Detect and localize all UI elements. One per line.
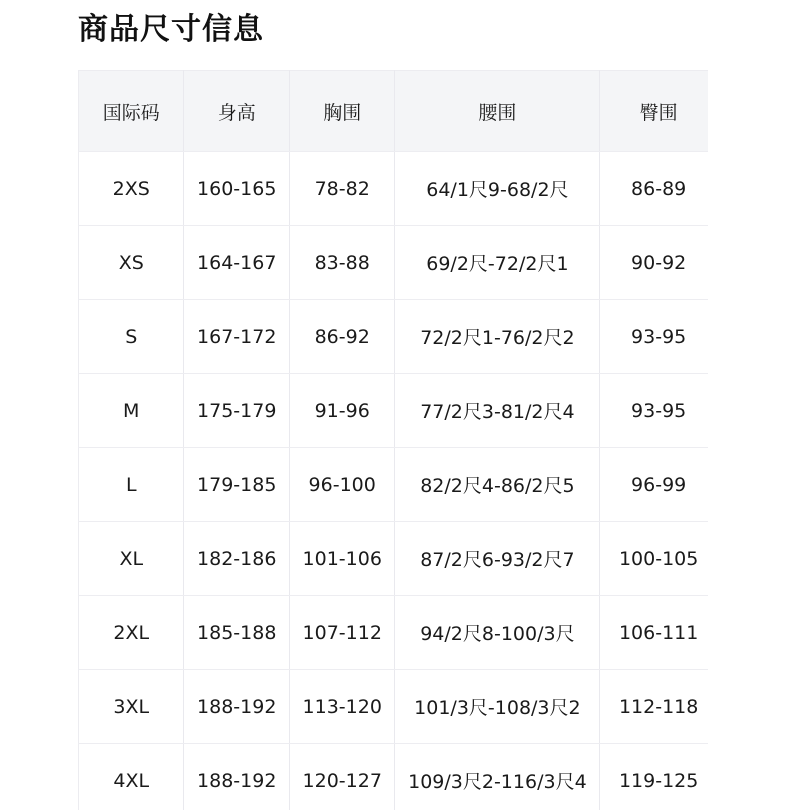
cell-waist: 82/2尺4-86/2尺5 [395, 448, 600, 522]
cell-hip: 119-125 [600, 744, 708, 810]
cell-chest: 78-82 [289, 152, 394, 226]
cell-size-code: L [79, 448, 184, 522]
cell-height: 160-165 [184, 152, 289, 226]
cell-chest: 120-127 [289, 744, 394, 810]
cell-chest: 86-92 [289, 300, 394, 374]
size-table [78, 70, 708, 810]
cell-size-code: 2XS [79, 152, 184, 226]
table-row [79, 226, 709, 300]
table-row [79, 670, 709, 744]
cell-chest: 96-100 [289, 448, 394, 522]
cell-waist: 77/2尺3-81/2尺4 [395, 374, 600, 448]
table-row [79, 448, 709, 522]
table-row [79, 152, 709, 226]
cell-size-code: M [79, 374, 184, 448]
cell-height: 179-185 [184, 448, 289, 522]
cell-hip: 93-95 [600, 374, 708, 448]
header-hip: 臀围 [600, 71, 708, 152]
cell-waist: 109/3尺2-116/3尺4 [395, 744, 600, 810]
cell-height: 182-186 [184, 522, 289, 596]
cell-size-code: XL [79, 522, 184, 596]
cell-size-code: S [79, 300, 184, 374]
cell-hip: 93-95 [600, 300, 708, 374]
cell-hip: 100-105 [600, 522, 708, 596]
cell-hip: 106-111 [600, 596, 708, 670]
header-chest: 胸围 [289, 71, 394, 152]
table-row [79, 596, 709, 670]
header-height: 身高 [184, 71, 289, 152]
cell-size-code: 2XL [79, 596, 184, 670]
cell-waist: 64/1尺9-68/2尺 [395, 152, 600, 226]
cell-height: 185-188 [184, 596, 289, 670]
cell-height: 188-192 [184, 744, 289, 810]
cell-waist: 101/3尺-108/3尺2 [395, 670, 600, 744]
table-row [79, 744, 709, 810]
cell-hip: 86-89 [600, 152, 708, 226]
header-waist: 腰围 [395, 71, 600, 152]
cell-height: 167-172 [184, 300, 289, 374]
cell-size-code: 3XL [79, 670, 184, 744]
cell-hip: 112-118 [600, 670, 708, 744]
cell-hip: 96-99 [600, 448, 708, 522]
cell-waist: 72/2尺1-76/2尺2 [395, 300, 600, 374]
cell-waist: 69/2尺-72/2尺1 [395, 226, 600, 300]
cell-size-code: XS [79, 226, 184, 300]
cell-chest: 101-106 [289, 522, 394, 596]
table-header-row [79, 71, 709, 152]
cell-chest: 83-88 [289, 226, 394, 300]
table-row [79, 374, 709, 448]
cell-chest: 113-120 [289, 670, 394, 744]
table-row [79, 300, 709, 374]
cell-height: 175-179 [184, 374, 289, 448]
table-row [79, 522, 709, 596]
cell-hip: 90-92 [600, 226, 708, 300]
cell-chest: 91-96 [289, 374, 394, 448]
page-title: 商品尺寸信息 [78, 8, 264, 52]
size-table-container [78, 70, 708, 810]
cell-chest: 107-112 [289, 596, 394, 670]
cell-height: 164-167 [184, 226, 289, 300]
cell-waist: 94/2尺8-100/3尺 [395, 596, 600, 670]
cell-size-code: 4XL [79, 744, 184, 810]
header-size-code: 国际码 [79, 71, 184, 152]
cell-waist: 87/2尺6-93/2尺7 [395, 522, 600, 596]
cell-height: 188-192 [184, 670, 289, 744]
